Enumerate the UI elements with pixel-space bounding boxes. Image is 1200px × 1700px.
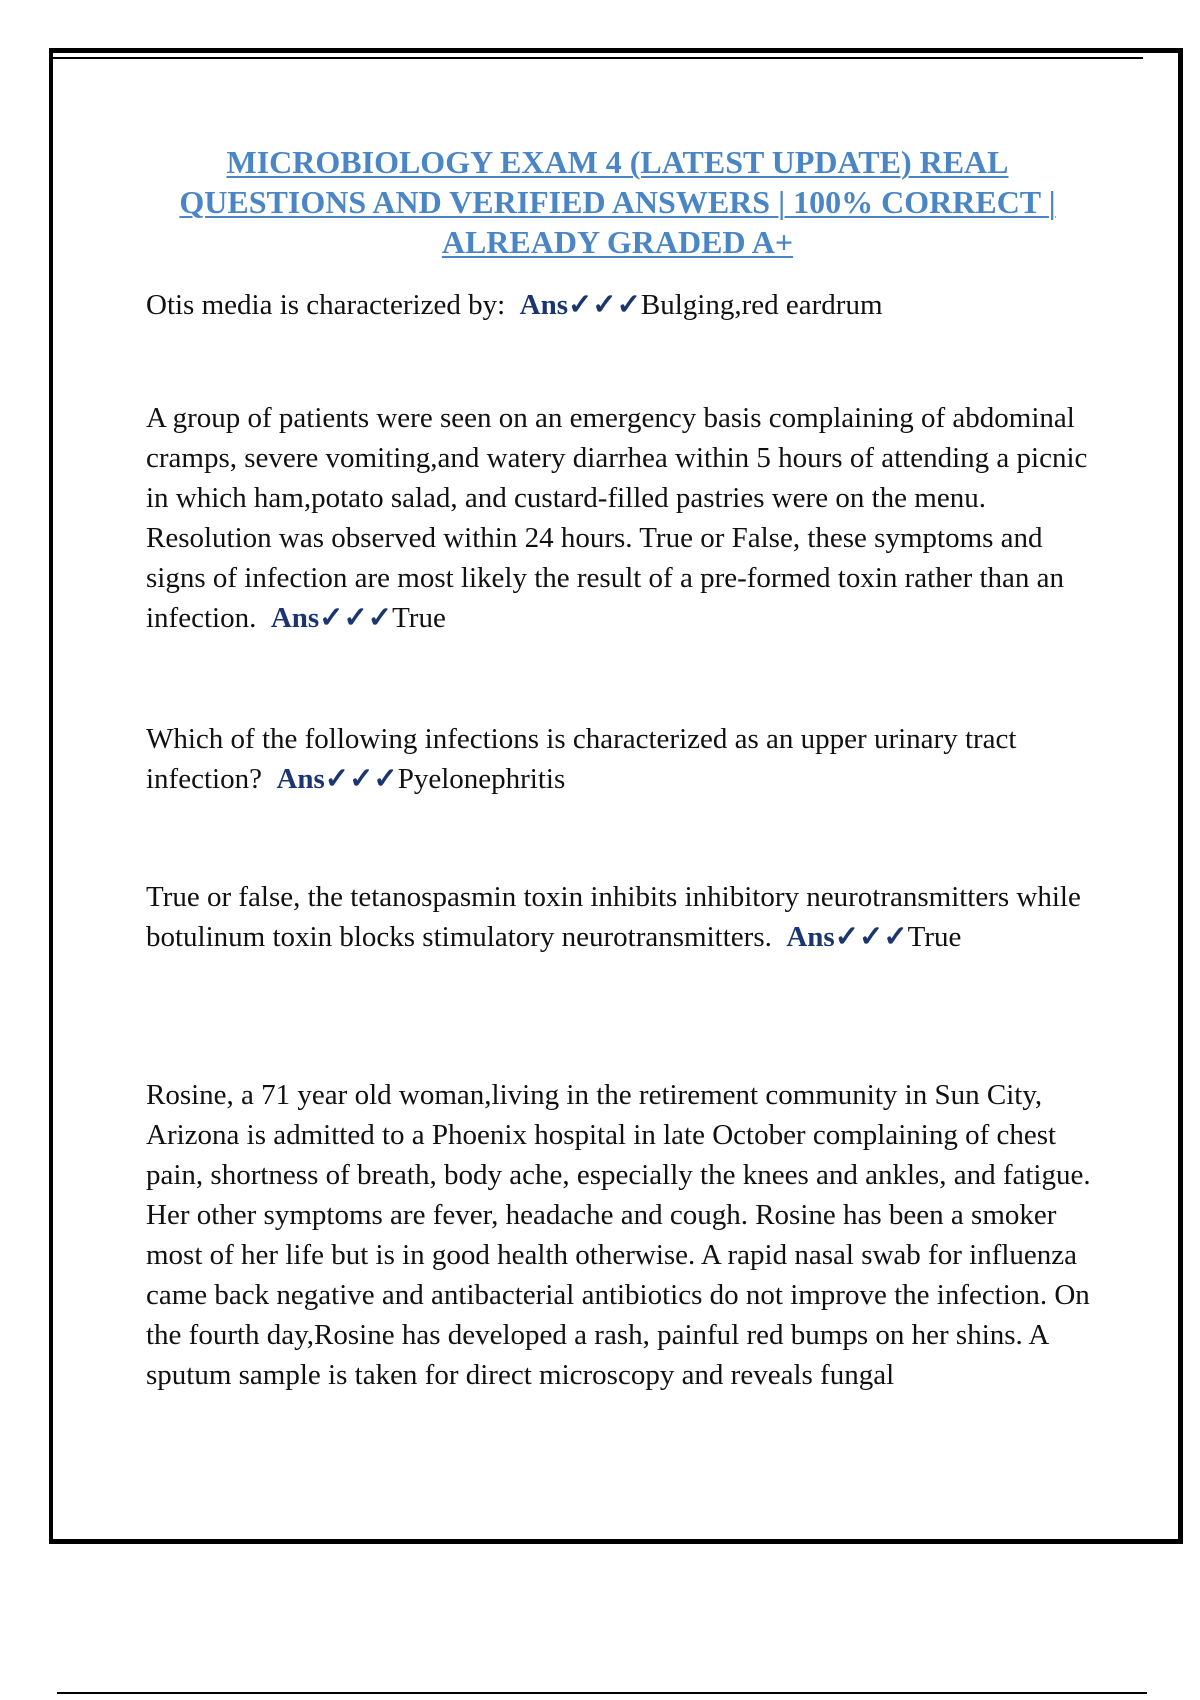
question-text: Rosine, a 71 year old woman,living in the retirement community in Sun City, Arizona is admitted to a Phoenix hospital in late October complaining of chest pain, shortness of breath, body ache, especially the knees and ankles, and fatigue. Her other symptoms are fever, headache and cough. Rosine has been a smoker most of her life but is in good health otherwise. A rapid nasal swab for influenza came back negative and antibacterial antibiotics do not improve the infection. On the fourth day,Rosine has developed a rash, painful red bumps on her shins. A sputum sample is taken for direct microscopy and reveals fungal <box>146 1079 1091 1391</box>
answer-marker: Ans✓✓✓ <box>519 289 641 321</box>
answer-marker: Ans✓✓✓ <box>270 602 393 634</box>
question-text: Which of the following infections is characterized as an upper urinary tract infection? <box>146 723 1017 795</box>
answer-marker: Ans✓✓✓ <box>786 921 908 953</box>
question-text: A group of patients were seen on an emergency basis complaining of abdominal cramps, severe vomiting,and watery diarrhea within 5 hours of attending a picnic in which ham,potato salad, and custard-filled pastries were on the menu. Resolution was observed within 24 hours. True or False, these symptoms and signs of infection are most likely the result of a pre-formed toxin rather than an infection. <box>146 402 1088 634</box>
bottom-divider <box>57 1692 1147 1694</box>
answer-text: True <box>392 602 446 634</box>
qa-item-5 <box>146 1075 1096 1395</box>
qa-item-2 <box>146 398 1096 638</box>
question-text: True or false, the tetanospasmin toxin inhibits inhibitory neurotransmitters while botulinum toxin blocks stimulatory neurotransmitters. <box>146 881 1081 953</box>
answer-marker: Ans✓✓✓ <box>276 763 398 795</box>
qa-item-4 <box>146 877 1096 957</box>
qa-item-1 <box>146 285 1096 325</box>
answer-text: True <box>907 921 962 953</box>
question-text: Otis media is characterized by: <box>146 289 506 321</box>
document-title: MICROBIOLOGY EXAM 4 (LATEST UPDATE) REAL QUESTIONS AND VERIFIED ANSWERS | 100% CORRECT | ALREADY GRADED A+ <box>179 144 1056 260</box>
answer-text: Bulging,red eardrum <box>640 289 883 321</box>
answer-text: Pyelonephritis <box>397 763 566 795</box>
qa-item-3 <box>146 719 1096 799</box>
top-divider <box>53 57 1143 59</box>
